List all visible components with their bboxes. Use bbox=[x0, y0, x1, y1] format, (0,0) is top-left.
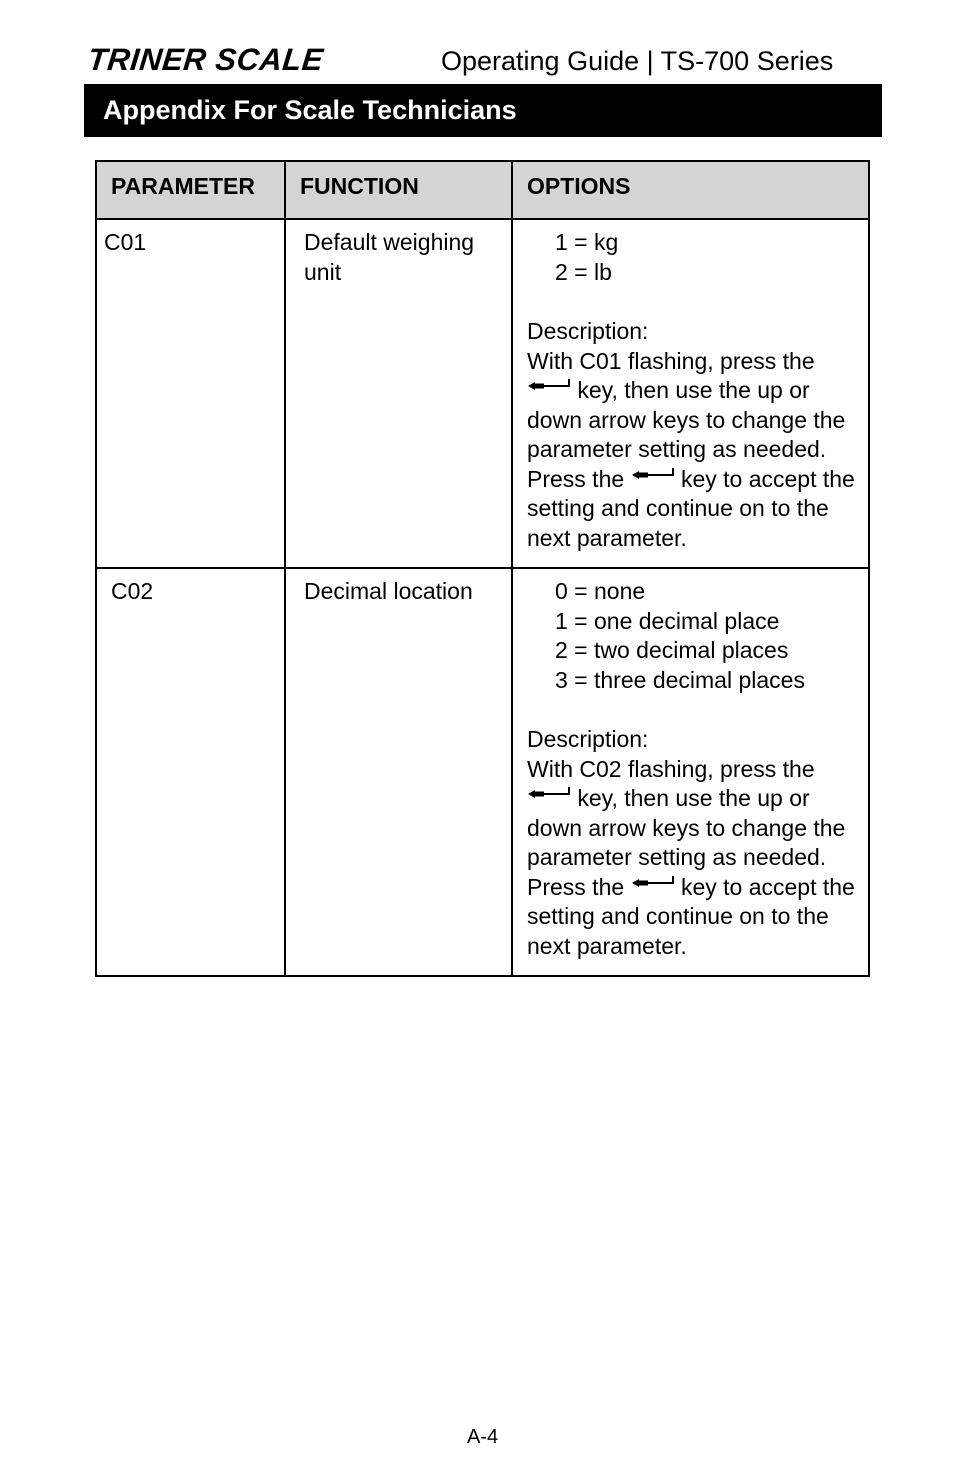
parameter-code: C02 bbox=[111, 578, 154, 604]
parameter-cell bbox=[96, 568, 285, 976]
option-item: 2 = two decimal places bbox=[555, 637, 789, 663]
description-text: key to accept the setting and continue on to the next parameter. bbox=[527, 873, 855, 959]
description-text: Press the bbox=[527, 465, 625, 492]
enter-key-icon bbox=[631, 875, 675, 891]
section-header-bar bbox=[84, 84, 882, 137]
description-text: With C02 flashing, press the bbox=[527, 755, 815, 782]
column-header-options: OPTIONS bbox=[512, 161, 869, 219]
options-cell bbox=[512, 219, 869, 568]
description-body bbox=[527, 755, 856, 962]
options-list bbox=[527, 228, 856, 287]
enter-key-icon bbox=[527, 786, 571, 802]
function-text: Decimal location bbox=[304, 578, 473, 604]
option-item: 1 = kg bbox=[555, 229, 619, 255]
column-header-function: FUNCTION bbox=[285, 161, 512, 219]
brand-logo: TRINER SCALE bbox=[86, 42, 326, 77]
function-cell bbox=[285, 219, 512, 568]
options-cell bbox=[512, 568, 869, 976]
description-text: key, then use the up or down arrow keys to change the parameter setting as needed. bbox=[527, 377, 846, 462]
parameter-table bbox=[95, 160, 870, 977]
description-body bbox=[527, 347, 856, 554]
parameter-code: C01 bbox=[104, 229, 147, 255]
option-item: 1 = one decimal place bbox=[555, 607, 780, 634]
table-row bbox=[96, 568, 869, 976]
description-label: Description: bbox=[527, 726, 649, 752]
table-header-row bbox=[96, 161, 869, 219]
function-cell bbox=[285, 568, 512, 976]
guide-title: Operating Guide | TS-700 Series bbox=[441, 46, 834, 76]
description-text: key, then use the up or down arrow keys to change the parameter setting as needed. bbox=[527, 785, 846, 870]
option-item: 0 = none bbox=[555, 578, 646, 604]
function-text: Default weighing unit bbox=[304, 229, 475, 285]
page-number: A-4 bbox=[467, 1426, 499, 1448]
description-text: With C01 flashing, press the bbox=[527, 347, 815, 374]
column-header-parameter: PARAMETER bbox=[96, 161, 285, 219]
enter-key-icon bbox=[527, 378, 571, 394]
description-label: Description: bbox=[527, 318, 649, 344]
description-text: key to accept the setting and continue on to the next parameter. bbox=[527, 465, 855, 551]
option-item: 2 = lb bbox=[555, 258, 612, 285]
options-list bbox=[527, 577, 856, 695]
enter-key-icon bbox=[631, 467, 675, 483]
parameter-cell bbox=[96, 219, 285, 568]
description-text: Press the bbox=[527, 873, 625, 900]
table-row bbox=[96, 219, 869, 568]
section-title: Appendix For Scale Technicians bbox=[103, 95, 517, 125]
option-item: 3 = three decimal places bbox=[555, 666, 805, 693]
